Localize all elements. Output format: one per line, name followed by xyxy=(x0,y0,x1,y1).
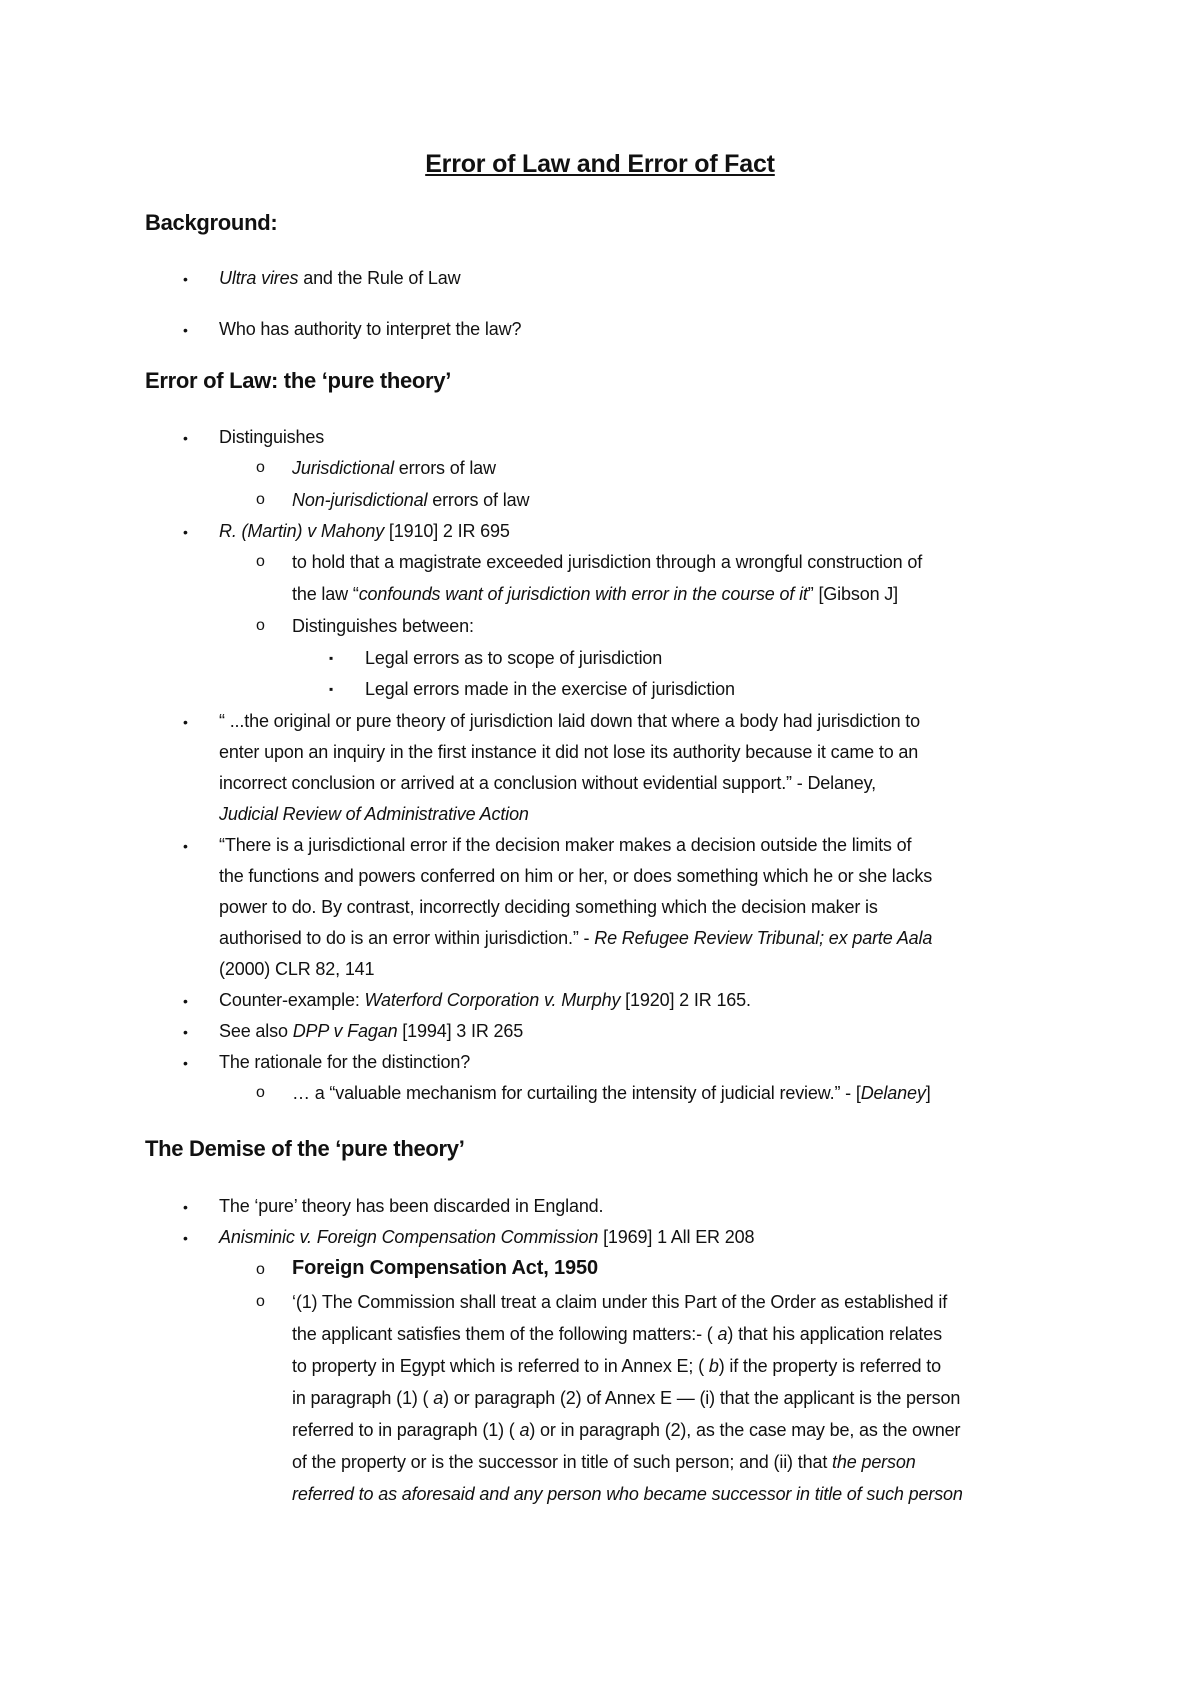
list-item: to hold that a magistrate exceeded jurisdiction through a wrongful construction of xyxy=(292,552,923,572)
list-item: Legal errors as to scope of jurisdiction xyxy=(365,648,663,668)
circle-marker: o xyxy=(256,617,265,634)
circle-marker: o xyxy=(256,1293,265,1310)
list-item: Anisminic v. Foreign Compensation Commission [1969] 1 All ER 208 xyxy=(219,1227,755,1247)
list-item: Who has authority to interpret the law? xyxy=(219,319,522,339)
list-item: … a “valuable mechanism for curtailing the intensity of judicial review.” - [Delaney] xyxy=(292,1083,931,1103)
list-item-continuation: incorrect conclusion or arrived at a conclusion without evidential support.” - Delaney, xyxy=(219,773,876,793)
square-marker: ▪ xyxy=(329,651,334,665)
list-item: R. (Martin) v Mahony [1910] 2 IR 695 xyxy=(219,521,510,541)
list-item-continuation: of the property or is the successor in title of such person; and (ii) that the person xyxy=(292,1452,916,1472)
list-item-continuation: in paragraph (1) ( a) or paragraph (2) of Annex E — (i) that the applicant is the person xyxy=(292,1388,961,1408)
list-item: Non-jurisdictional errors of law xyxy=(292,490,530,510)
list-item-continuation: power to do. By contrast, incorrectly deciding something which the decision maker is xyxy=(219,897,878,917)
bullet-marker: • xyxy=(183,430,188,446)
circle-marker: o xyxy=(256,1261,265,1278)
list-item-continuation: the functions and powers conferred on him or her, or does something which he or she lacks xyxy=(219,866,933,886)
bullet-marker: • xyxy=(183,714,188,730)
bullet-marker: • xyxy=(183,1230,188,1246)
square-marker: ▪ xyxy=(329,682,334,696)
list-item-continuation: to property in Egypt which is referred to in Annex E; ( b) if the property is referred to xyxy=(292,1356,941,1376)
list-item: Counter-example: Waterford Corporation v. Murphy [1920] 2 IR 165. xyxy=(219,990,751,1010)
heading-demise: The Demise of the ‘pure theory’ xyxy=(145,1136,465,1161)
circle-marker: o xyxy=(256,491,265,508)
bullet-marker: • xyxy=(183,838,188,854)
bullet-marker: • xyxy=(183,1024,188,1040)
bullet-marker: • xyxy=(183,1199,188,1215)
bullet-marker: • xyxy=(183,993,188,1009)
list-item-continuation: Judicial Review of Administrative Action xyxy=(219,804,529,824)
list-item-continuation: referred to as aforesaid and any person who became successor in title of such person xyxy=(292,1484,963,1504)
list-item: Distinguishes xyxy=(219,427,325,447)
list-item: Ultra vires and the Rule of Law xyxy=(219,268,461,288)
list-item-continuation: enter upon an inquiry in the first instance it did not lose its authority because it came to an xyxy=(219,742,919,762)
list-item-continuation: (2000) CLR 82, 141 xyxy=(219,959,375,979)
list-item: ‘(1) The Commission shall treat a claim under this Part of the Order as established if xyxy=(292,1292,948,1312)
list-item: Legal errors made in the exercise of jurisdiction xyxy=(365,679,735,699)
document-title: Error of Law and Error of Fact xyxy=(425,150,775,178)
list-item-continuation: referred to in paragraph (1) ( a) or in paragraph (2), as the case may be, as the owner xyxy=(292,1420,961,1440)
heading-error-of-law: Error of Law: the ‘pure theory’ xyxy=(145,368,452,393)
circle-marker: o xyxy=(256,459,265,476)
list-item-continuation: the law “confounds want of jurisdiction with error in the course of it” [Gibson J] xyxy=(292,584,898,604)
bullet-marker: • xyxy=(183,1055,188,1071)
circle-marker: o xyxy=(256,1084,265,1101)
list-item-heading: Foreign Compensation Act, 1950 xyxy=(292,1257,598,1279)
circle-marker: o xyxy=(256,553,265,570)
list-item: The ‘pure’ theory has been discarded in England. xyxy=(219,1196,604,1216)
list-item: See also DPP v Fagan [1994] 3 IR 265 xyxy=(219,1021,524,1041)
bullet-marker: • xyxy=(183,271,188,287)
list-item-continuation: the applicant satisfies them of the following matters:- ( a) that his application relates xyxy=(292,1324,942,1344)
list-item: Jurisdictional errors of law xyxy=(292,458,496,478)
list-item: “There is a jurisdictional error if the decision maker makes a decision outside the limits of xyxy=(219,835,912,855)
heading-background: Background: xyxy=(145,210,278,235)
list-item: The rationale for the distinction? xyxy=(219,1052,471,1072)
bullet-marker: • xyxy=(183,322,188,338)
bullet-marker: • xyxy=(183,524,188,540)
list-item: Distinguishes between: xyxy=(292,616,474,636)
list-item: “ ...the original or pure theory of jurisdiction laid down that where a body had jurisdiction to xyxy=(219,711,920,731)
list-item-continuation: authorised to do is an error within jurisdiction.” - Re Refugee Review Tribunal; ex parte Aala xyxy=(219,928,933,948)
